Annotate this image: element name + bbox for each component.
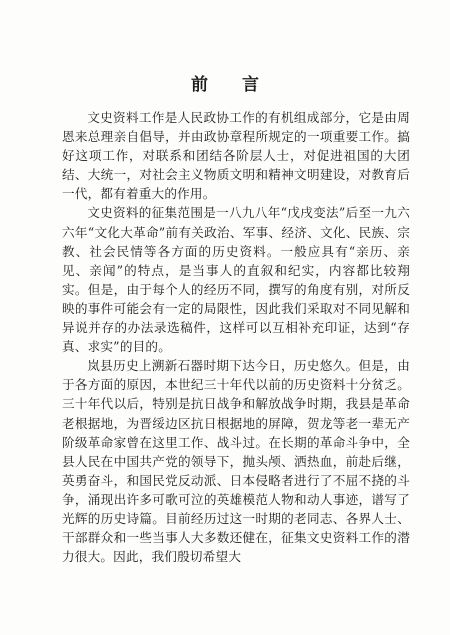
paragraph-2: 文史资料的征集范围是一八九八年“戊戌变法”后至一九六六年“文化大革命”前有关政治、军事、经济、文化、民族、宗教、社会民情等各方面的历史资料。一般应具有“亲历、亲见、亲闻”的特点，是当事人的直叙和纪实，内容都比较翔实。但是，由于每个人的经历不同，撰写的角度有别，对所反映的事件可能会有一定的局限性，因此我们采取对不同见解和异说并存的办法录选稿件，这样可以互相补充印证，达到“存真、求实”的目的。 [62,205,410,355]
paragraph-1: 文史资料工作是人民政协工作的有机组成部分，它是由周恩来总理亲自倡导，并由政协章程所规定的一项重要工作。搞好这项工作，对联系和团结各阶层人士，对促进祖国的大团结、大统一，对社会主义物质文明和精神文明建设，对教育后一代，都有着重大的作用。 [62,110,410,202]
page-title: 前 言 [191,75,273,95]
body-text [62,108,410,566]
paragraph-3: 岚县历史上溯新石器时期下达今日，历史悠久。但是，由于各方面的原因，本世纪三十年代以前的历史资料十分贫乏。三十年代以后，特别是抗日战争和解放战争时期，我县是革命老根据地，为晋绥边区抗日根据地的屏障，贺龙等老一辈无产阶级革命家曾在这里工作、战斗过。在长期的革命斗争中，全县人民在中国共产党的领导下，抛头颅、洒热血，前赴后继，英勇奋斗，和国民党反动派、日本侵略者进行了不屈不挠的斗争，涌现出许多可歌可泣的英雄模范人物和动人事迹，谱写了光辉的历史诗篇。目前经历过这一时期的老同志、各界人士、干部群众和一些当事人大多数还健在，征集文史资料工作的潜力很大。因此，我们殷切希望大 [62,358,410,565]
